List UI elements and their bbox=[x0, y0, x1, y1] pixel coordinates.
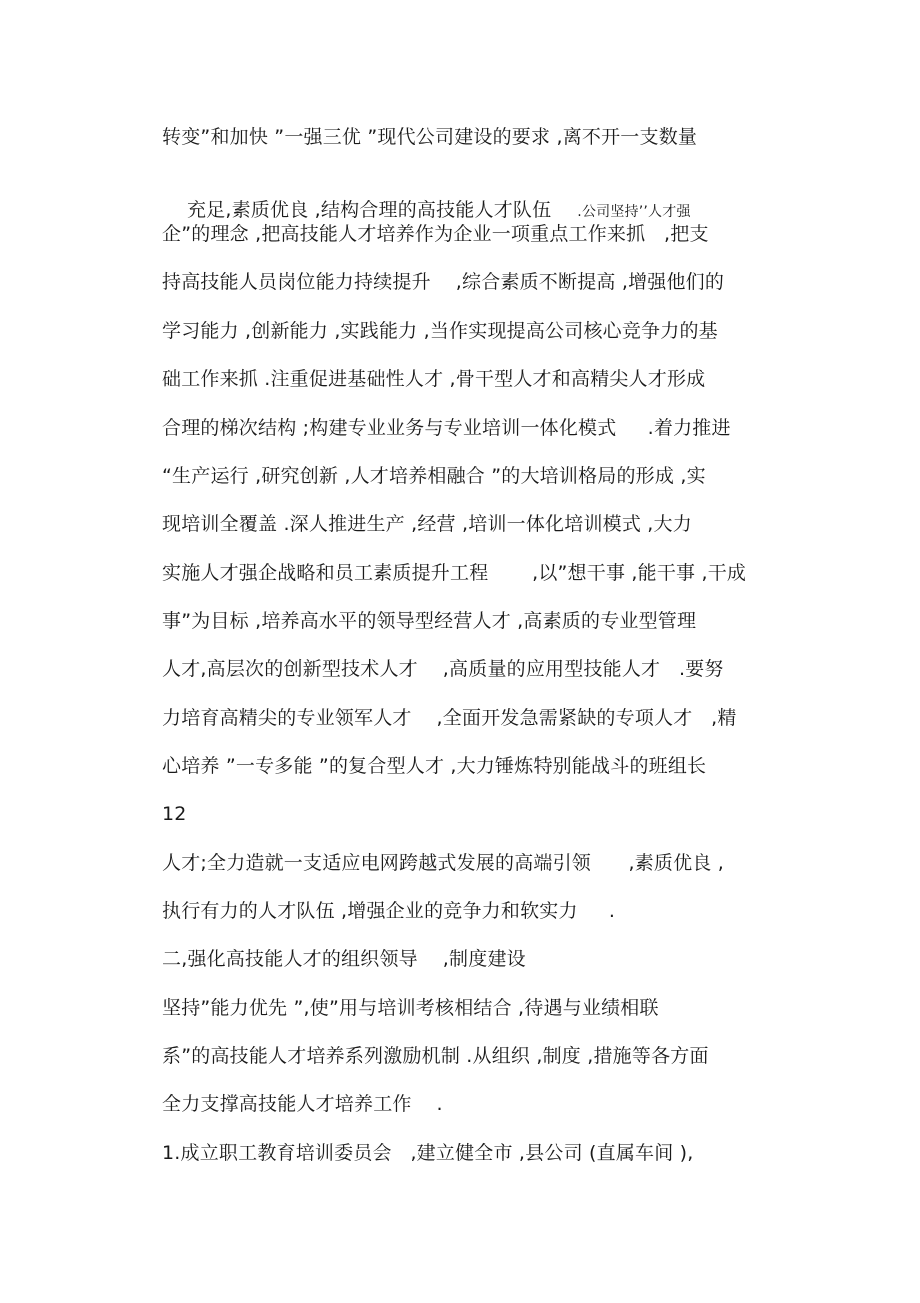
text-line: 坚持”能力优先 ”,使”用与培训考核相结合 ,待遇与业绩相联 bbox=[162, 997, 659, 1019]
text-segment: 充足,素质优良 ,结构合理的高技能人才队伍 bbox=[186, 199, 552, 221]
text-line: 企”的理念 ,把高技能人才培养作为企业一项重点工作来抓 ,把支 bbox=[162, 223, 709, 245]
text-line: 合理的梯次结构 ;构建专业业务与专业培训一体化模式 .着力推进 bbox=[162, 417, 731, 439]
text-line: 人才;全力造就一支适应电网跨越式发展的高端引领 ,素质优良 , bbox=[162, 852, 724, 874]
text-line: 学习能力 ,创新能力 ,实践能力 ,当作实现提高公司核心竞争力的基 bbox=[162, 320, 718, 342]
text-line: 实施人才强企战略和员工素质提升工程 ,以”想干事 ,能干事 ,干成 bbox=[162, 562, 747, 584]
text-line: 事”为目标 ,培养高水平的领导型经营人才 ,高素质的专业型管理 bbox=[162, 610, 697, 632]
text-line: 1.成立职工教育培训委员会 ,建立健全市 ,县公司 (直属车间 ), bbox=[162, 1142, 694, 1164]
text-line: 系”的高技能人才培养系列激励机制 .从组织 ,制度 ,措施等各方面 bbox=[162, 1045, 709, 1067]
text-line: 全力支撑高技能人才培养工作 . bbox=[162, 1093, 443, 1115]
text-line: 础工作来抓 .注重促进基础性人才 ,骨干型人才和高精尖人才形成 bbox=[162, 368, 706, 390]
text-line: 转变”和加快 ”一强三优 ”现代公司建设的要求 ,离不开一支数量 bbox=[162, 126, 698, 148]
text-line: 执行有力的人才队伍 ,增强企业的竞争力和软实力 . bbox=[162, 900, 616, 922]
section-heading: 二,强化高技能人才的组织领导 ,制度建设 bbox=[162, 948, 526, 970]
text-line: “生产运行 ,研究创新 ,人才培养相融合 ”的大培训格局的形成 ,实 bbox=[162, 465, 706, 487]
text-line: 现培训全覆盖 .深人推进生产 ,经营 ,培训一体化培训模式 ,大力 bbox=[162, 513, 692, 535]
text-line: 人才,高层次的创新型技术人才 ,高质量的应用型技能人才 .要努 bbox=[162, 658, 724, 680]
page-number: 12 bbox=[162, 803, 187, 825]
text-line: 持高技能人员岗位能力持续提升 ,综合素质不断提高 ,增强他们的 bbox=[162, 271, 725, 293]
text-line: 心培养 ”一专多能 ”的复合型人才 ,大力锤炼特别能战斗的班组长 bbox=[162, 755, 707, 777]
text-line: 力培育高精尖的专业领军人才 ,全面开发急需紧缺的专项人才 ,精 bbox=[162, 707, 737, 729]
text-segment-small: .公司坚持’’人才强 bbox=[577, 204, 691, 220]
